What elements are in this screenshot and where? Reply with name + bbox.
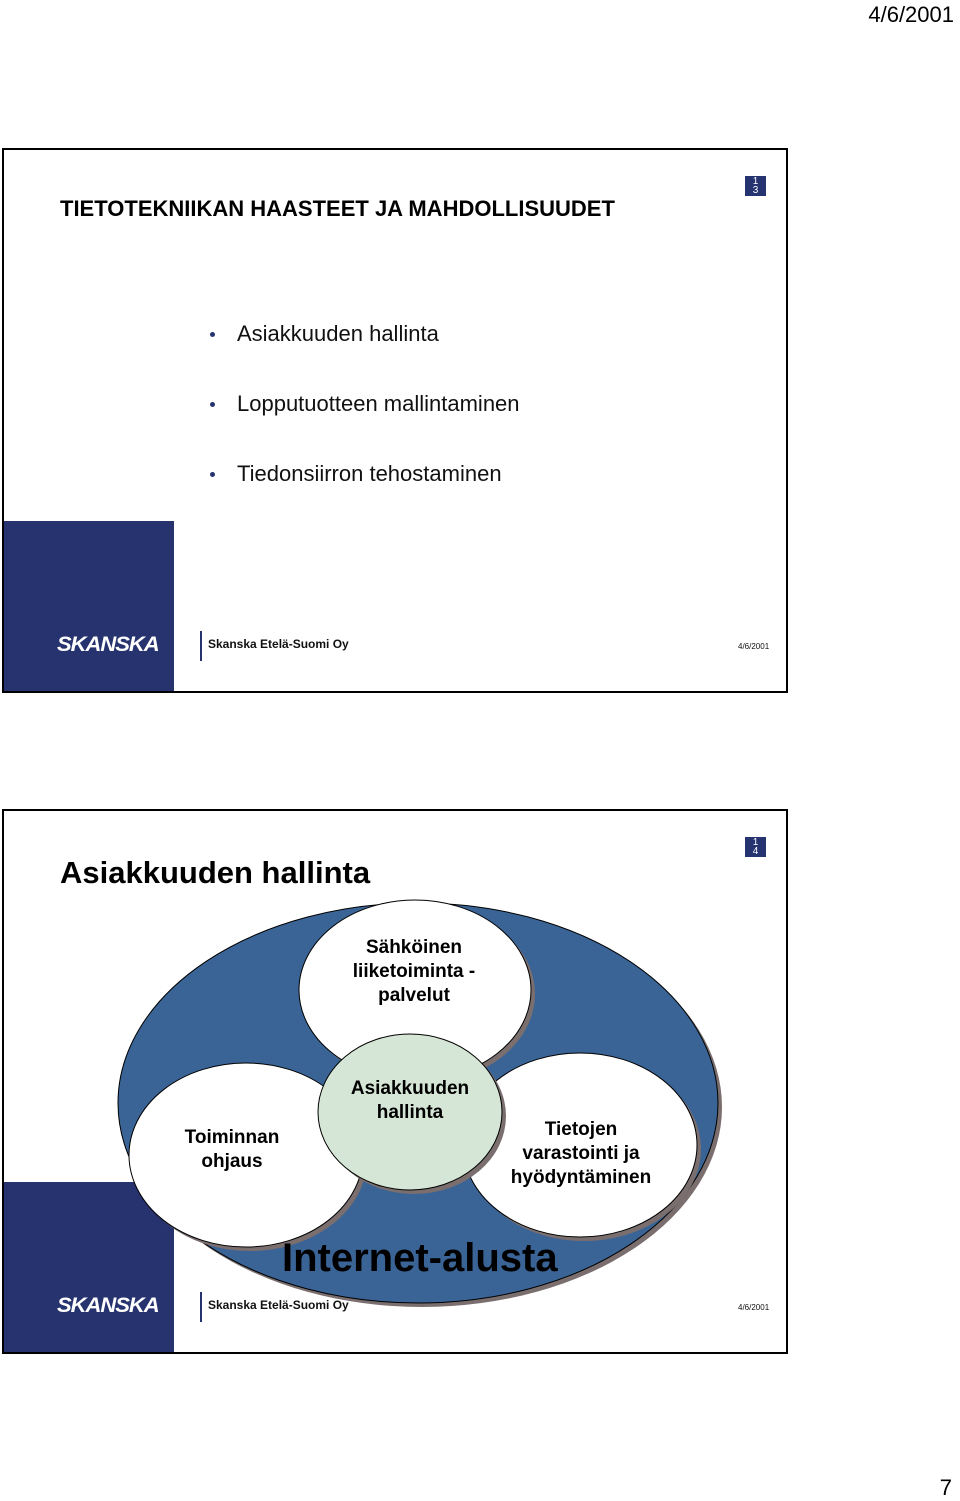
slide-1	[2, 148, 788, 693]
page-date: 4/6/2001	[868, 2, 954, 27]
slide-title: Asiakkuuden hallinta	[60, 855, 371, 890]
slide-title: TIETOTEKNIIKAN HAASTEET JA MAHDOLLISUUDET	[60, 196, 615, 221]
page-number: 7	[939, 1475, 952, 1500]
slide-number-text: 1 4	[752, 837, 759, 857]
slide-number-badge	[745, 837, 766, 857]
center-circle-label: Asiakkuuden hallinta	[350, 1078, 470, 1123]
left-circle-label: Toiminnan ohjaus	[184, 1127, 280, 1172]
skanska-logo: SKANSKA	[57, 633, 159, 656]
footer-divider	[200, 631, 202, 661]
footer-band	[4, 521, 174, 691]
bullet-text: Tiedonsiirron tehostaminen	[237, 461, 502, 486]
slide-number-text: 1 3	[752, 176, 759, 196]
slide-number-badge	[745, 176, 766, 196]
bullet-dot-icon	[210, 402, 215, 407]
footer-date: 4/6/2001	[738, 642, 770, 651]
right-circle-label: Tietojen varastointi ja hyödyntäminen	[510, 1119, 652, 1188]
bullet-dot-icon	[210, 472, 215, 477]
footer-divider	[200, 1292, 202, 1322]
bullet-text: Lopputuotteen mallintaminen	[237, 391, 520, 416]
skanska-logo: SKANSKA	[57, 1294, 159, 1317]
platform-label: Internet-alusta	[282, 1236, 558, 1280]
slide-2	[2, 809, 788, 1354]
bullet-text: Asiakkuuden hallinta	[237, 321, 439, 346]
footer-company: Skanska Etelä-Suomi Oy	[208, 637, 349, 651]
footer-date: 4/6/2001	[738, 1303, 770, 1312]
footer-company: Skanska Etelä-Suomi Oy	[208, 1298, 349, 1312]
top-circle-label: Sähköinen liiketoiminta -palvelut	[352, 937, 476, 1006]
bullet-dot-icon	[210, 332, 215, 337]
